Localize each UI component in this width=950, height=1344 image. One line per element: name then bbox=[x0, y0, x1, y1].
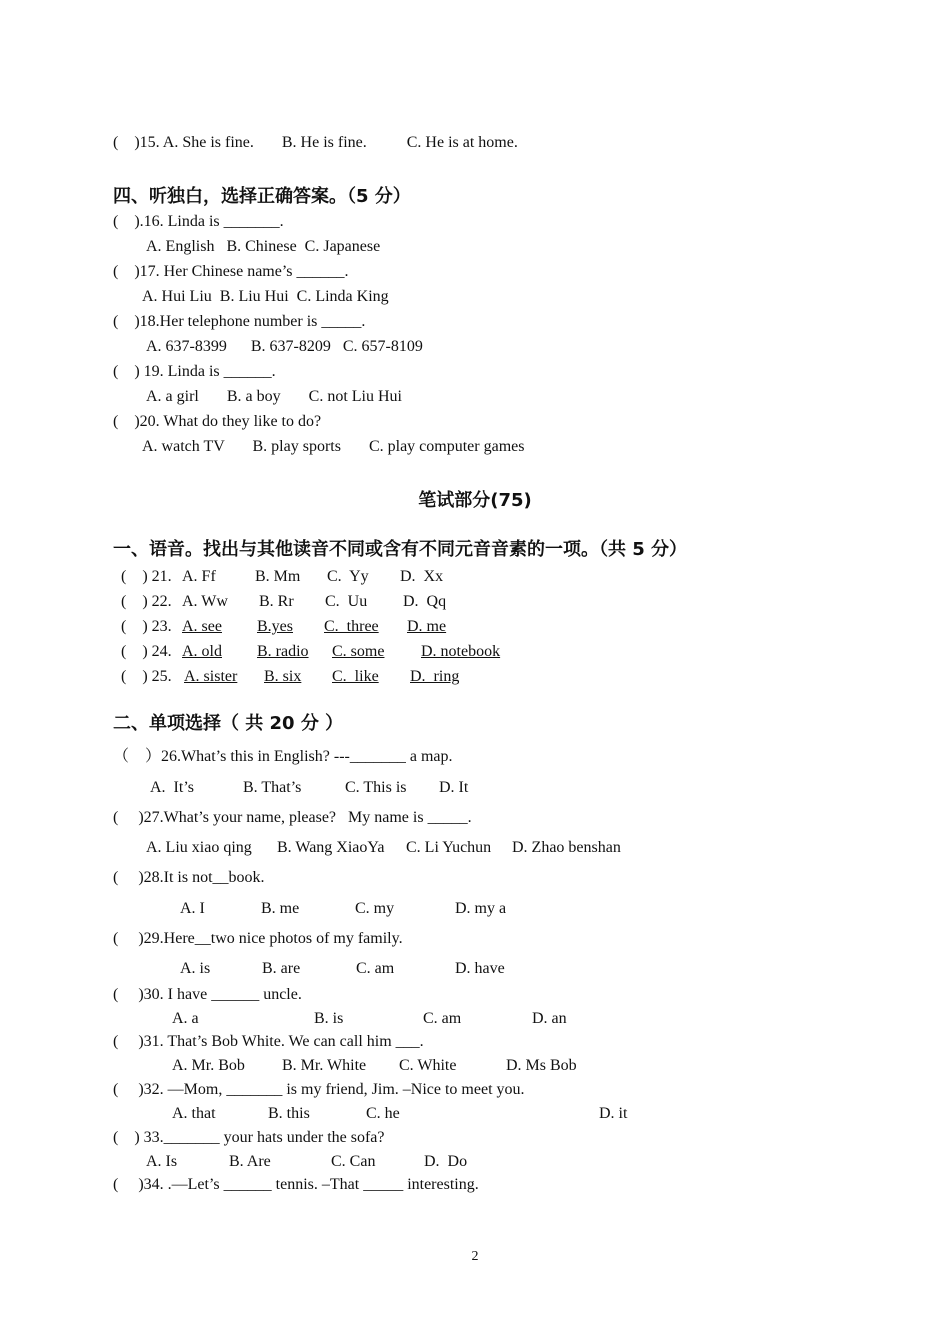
option-a: A. Is bbox=[146, 1153, 178, 1170]
question-20: ( )20. What do they like to do? bbox=[113, 413, 322, 430]
option-c: C. This is bbox=[345, 779, 407, 796]
option-d: D. my a bbox=[455, 900, 507, 917]
phonics-option-c: C. Uu bbox=[325, 593, 368, 610]
phonics-option-d: D. Xx bbox=[400, 568, 444, 585]
option-d: D. it bbox=[599, 1105, 628, 1122]
option-b: B. Wang XiaoYa bbox=[277, 839, 385, 856]
question-18-options: A. 637-8399 B. 637-8209 C. 657-8109 bbox=[146, 338, 423, 355]
phonics-option-d: D. ring bbox=[410, 668, 460, 685]
option-c: C. White bbox=[399, 1057, 457, 1074]
option-a: A. I bbox=[180, 900, 205, 917]
option-c: C. he bbox=[366, 1105, 400, 1122]
option-a: A. that bbox=[172, 1105, 216, 1122]
phonics-option-c: C. like bbox=[332, 668, 379, 685]
question-32: ( )32. —Mom, _______ is my friend, Jim. –Nice to meet you. bbox=[113, 1081, 525, 1098]
section-4-title: 四、听独白，选择正确答案。（5 分） bbox=[113, 186, 411, 207]
question-18: ( )18.Her telephone number is _____. bbox=[113, 313, 366, 330]
phonics-option-c: C. Yy bbox=[327, 568, 369, 585]
option-b: B. me bbox=[261, 900, 300, 917]
question-29: ( )29.Here__two nice photos of my family. bbox=[113, 930, 403, 947]
phonics-option-a: A. see bbox=[182, 618, 222, 635]
option-c: C. Li Yuchun bbox=[406, 839, 492, 856]
option-a: A. Liu xiao qing bbox=[146, 839, 252, 856]
question-20-options: A. watch TV B. play sports C. play computer games bbox=[142, 438, 525, 455]
question-28: ( )28.It is not__book. bbox=[113, 869, 265, 886]
question-19-options: A. a girl B. a boy C. not Liu Hui bbox=[146, 388, 402, 405]
option-b: B. That’s bbox=[243, 779, 302, 796]
option-b: B. is bbox=[314, 1010, 344, 1027]
question-30: ( )30. I have ______ uncle. bbox=[113, 986, 302, 1003]
option-d: D. have bbox=[455, 960, 505, 977]
option-a: A. a bbox=[172, 1010, 199, 1027]
phonics-option-b: B.yes bbox=[257, 618, 293, 635]
phonics-prefix: ( ) 24. bbox=[121, 643, 172, 660]
option-b: B. Are bbox=[229, 1153, 271, 1170]
phonics-option-b: B. Mm bbox=[255, 568, 301, 585]
phonics-option-b: B. radio bbox=[257, 643, 309, 660]
option-a: A. Mr. Bob bbox=[172, 1057, 245, 1074]
option-a: A. is bbox=[180, 960, 211, 977]
question-19: ( ) 19. Linda is ______. bbox=[113, 363, 276, 380]
question-26: （ ）26.What’s this in English? ---_______ a map. bbox=[113, 748, 453, 765]
question-17-options: A. Hui Liu B. Liu Hui C. Linda King bbox=[142, 288, 389, 305]
option-c: C. am bbox=[356, 960, 395, 977]
phonics-option-b: B. six bbox=[264, 668, 302, 685]
option-a: A. It’s bbox=[150, 779, 194, 796]
phonics-option-a: A. old bbox=[182, 643, 222, 660]
option-c: C. am bbox=[423, 1010, 462, 1027]
option-d: D. Ms Bob bbox=[506, 1057, 577, 1074]
question-16-options: A. English B. Chinese C. Japanese bbox=[146, 238, 381, 255]
phonics-option-c: C. some bbox=[332, 643, 385, 660]
question-33: ( ) 33._______ your hats under the sofa? bbox=[113, 1129, 385, 1146]
page-number: 2 bbox=[471, 1249, 479, 1264]
question-15: ( )15. A. She is fine. B. He is fine. C. He is at home. bbox=[113, 134, 518, 151]
option-b: B. Mr. White bbox=[282, 1057, 367, 1074]
section-1-title: 一、语音。找出与其他读音不同或含有不同元音音素的一项。（共 5 分） bbox=[113, 539, 688, 560]
phonics-option-d: D. notebook bbox=[421, 643, 501, 660]
option-d: D. an bbox=[532, 1010, 567, 1027]
option-d: D. Zhao benshan bbox=[512, 839, 621, 856]
phonics-option-b: B. Rr bbox=[259, 593, 294, 610]
option-b: B. are bbox=[262, 960, 301, 977]
phonics-prefix: ( ) 23. bbox=[121, 618, 172, 635]
phonics-prefix: ( ) 25. bbox=[121, 668, 172, 685]
question-34: ( )34. .—Let’s ______ tennis. –That _____ interesting. bbox=[113, 1176, 479, 1193]
phonics-prefix: ( ) 21. bbox=[121, 568, 172, 585]
written-part-title: 笔试部分(75) bbox=[418, 490, 532, 511]
option-d: D. It bbox=[439, 779, 469, 796]
question-17: ( )17. Her Chinese name’s ______. bbox=[113, 263, 349, 280]
question-16: ( ).16. Linda is _______. bbox=[113, 213, 284, 230]
phonics-prefix: ( ) 22. bbox=[121, 593, 172, 610]
phonics-option-d: D. Qq bbox=[403, 593, 447, 610]
option-c: C. Can bbox=[331, 1153, 376, 1170]
phonics-option-c: C. three bbox=[324, 618, 379, 635]
option-c: C. my bbox=[355, 900, 395, 917]
phonics-option-a: A. Ww bbox=[182, 593, 228, 610]
phonics-option-a: A. sister bbox=[184, 668, 238, 685]
phonics-option-d: D. me bbox=[407, 618, 447, 635]
option-b: B. this bbox=[268, 1105, 310, 1122]
phonics-option-a: A. Ff bbox=[182, 568, 216, 585]
option-d: D. Do bbox=[424, 1153, 468, 1170]
section-2-title: 二、单项选择（ 共 20 分 ） bbox=[113, 713, 344, 734]
question-27: ( )27.What’s your name, please? My name is _____. bbox=[113, 809, 472, 826]
question-31: ( )31. That’s Bob White. We can call him ___. bbox=[113, 1033, 424, 1050]
